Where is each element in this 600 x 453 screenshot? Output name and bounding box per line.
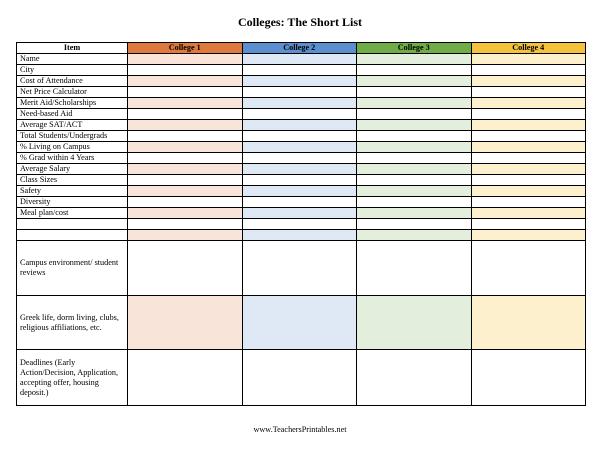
college-3-cell[interactable]: [357, 142, 472, 153]
college-1-cell[interactable]: [128, 350, 243, 406]
college-4-cell[interactable]: [471, 208, 586, 219]
table-row-tall: [17, 296, 586, 350]
college-2-cell[interactable]: [242, 142, 357, 153]
college-1-cell[interactable]: [128, 241, 243, 296]
college-3-cell[interactable]: [357, 350, 472, 406]
row-label: Need-based Aid: [17, 109, 128, 120]
college-comparison-table: [16, 42, 586, 406]
college-1-cell[interactable]: [128, 153, 243, 164]
college-1-cell[interactable]: [128, 175, 243, 186]
row-label: Campus environment/ student reviews: [17, 241, 128, 296]
college-1-cell[interactable]: [128, 208, 243, 219]
table-row: [17, 164, 586, 175]
table-row: [17, 219, 586, 230]
college-4-cell[interactable]: [471, 175, 586, 186]
table-row: [17, 54, 586, 65]
row-label: Safety: [17, 186, 128, 197]
row-label: % Living on Campus: [17, 142, 128, 153]
table-row: [17, 98, 586, 109]
table-row: [17, 208, 586, 219]
college-1-cell[interactable]: [128, 186, 243, 197]
college-2-cell[interactable]: [242, 230, 357, 241]
college-3-cell[interactable]: [357, 197, 472, 208]
header-college-1: College 1: [128, 43, 243, 54]
college-3-cell[interactable]: [357, 120, 472, 131]
college-2-cell[interactable]: [242, 65, 357, 76]
college-4-cell[interactable]: [471, 131, 586, 142]
row-label: Cost of Attendance: [17, 76, 128, 87]
college-3-cell[interactable]: [357, 296, 472, 350]
college-1-cell[interactable]: [128, 230, 243, 241]
college-4-cell[interactable]: [471, 153, 586, 164]
header-college-4: College 4: [471, 43, 586, 54]
college-3-cell[interactable]: [357, 186, 472, 197]
page-title: Colleges: The Short List: [237, 15, 363, 29]
college-3-cell[interactable]: [357, 230, 472, 241]
college-2-cell[interactable]: [242, 164, 357, 175]
table-row: [17, 76, 586, 87]
college-1-cell[interactable]: [128, 109, 243, 120]
college-4-cell[interactable]: [471, 87, 586, 98]
college-4-cell[interactable]: [471, 230, 586, 241]
college-3-cell[interactable]: [357, 131, 472, 142]
college-2-cell[interactable]: [242, 153, 357, 164]
college-1-cell[interactable]: [128, 164, 243, 175]
college-3-cell[interactable]: [357, 76, 472, 87]
row-label: Diversity: [17, 197, 128, 208]
footer-website: www.TeachersPrintables.net: [253, 425, 347, 434]
table-row-tall: [17, 350, 586, 406]
college-2-cell[interactable]: [242, 350, 357, 406]
college-1-cell[interactable]: [128, 142, 243, 153]
table-row: [17, 230, 586, 241]
college-4-cell[interactable]: [471, 98, 586, 109]
row-label: % Grad within 4 Years: [17, 153, 128, 164]
row-label: Merit Aid/Scholarships: [17, 98, 128, 109]
college-4-cell[interactable]: [471, 65, 586, 76]
college-2-cell[interactable]: [242, 120, 357, 131]
table-row: [17, 142, 586, 153]
row-label: Average SAT/ACT: [17, 120, 128, 131]
college-1-cell[interactable]: [128, 87, 243, 98]
row-label: Greek life, dorm living, clubs, religious affiliations, etc.: [17, 296, 128, 350]
table-row-tall: [17, 241, 586, 296]
table-row: [17, 186, 586, 197]
college-3-cell[interactable]: [357, 98, 472, 109]
college-4-cell[interactable]: [471, 142, 586, 153]
college-1-cell[interactable]: [128, 65, 243, 76]
row-label: City: [17, 65, 128, 76]
row-label: Name: [17, 54, 128, 65]
college-4-cell[interactable]: [471, 54, 586, 65]
row-label: Deadlines (Early Action/Decision, Application, accepting offer, housing deposit.): [17, 350, 128, 406]
college-4-cell[interactable]: [471, 350, 586, 406]
college-4-cell[interactable]: [471, 296, 586, 350]
college-3-cell[interactable]: [357, 87, 472, 98]
header-item: Item: [17, 43, 128, 54]
college-3-cell[interactable]: [357, 65, 472, 76]
college-3-cell[interactable]: [357, 164, 472, 175]
college-3-cell[interactable]: [357, 109, 472, 120]
row-label: Net Price Calculator: [17, 87, 128, 98]
college-3-cell[interactable]: [357, 153, 472, 164]
college-2-cell[interactable]: [242, 296, 357, 350]
college-2-cell[interactable]: [242, 175, 357, 186]
college-4-cell[interactable]: [471, 120, 586, 131]
table-row: [17, 120, 586, 131]
row-label: [17, 230, 128, 241]
college-4-cell[interactable]: [471, 197, 586, 208]
row-label: Average Salary: [17, 164, 128, 175]
college-4-cell[interactable]: [471, 164, 586, 175]
college-4-cell[interactable]: [471, 219, 586, 230]
row-label: [17, 219, 128, 230]
row-label: Meal plan/cost: [17, 208, 128, 219]
college-4-cell[interactable]: [471, 109, 586, 120]
row-label: Class Sizes: [17, 175, 128, 186]
college-3-cell[interactable]: [357, 241, 472, 296]
college-1-cell[interactable]: [128, 98, 243, 109]
college-2-cell[interactable]: [242, 197, 357, 208]
table-row: [17, 65, 586, 76]
row-label: Total Students/Undergrads: [17, 131, 128, 142]
college-2-cell[interactable]: [242, 131, 357, 142]
header-college-2: College 2: [242, 43, 357, 54]
table-row: [17, 153, 586, 164]
table-row: [17, 131, 586, 142]
college-1-cell[interactable]: [128, 219, 243, 230]
college-2-cell[interactable]: [242, 208, 357, 219]
college-3-cell[interactable]: [357, 175, 472, 186]
college-1-cell[interactable]: [128, 120, 243, 131]
header-row: [17, 43, 586, 54]
table-row: [17, 109, 586, 120]
college-2-cell[interactable]: [242, 186, 357, 197]
college-1-cell[interactable]: [128, 296, 243, 350]
college-3-cell[interactable]: [357, 208, 472, 219]
college-2-cell[interactable]: [242, 87, 357, 98]
header-college-3: College 3: [357, 43, 472, 54]
college-1-cell[interactable]: [128, 131, 243, 142]
college-2-cell[interactable]: [242, 219, 357, 230]
college-2-cell[interactable]: [242, 109, 357, 120]
college-3-cell[interactable]: [357, 219, 472, 230]
college-4-cell[interactable]: [471, 241, 586, 296]
college-3-cell[interactable]: [357, 54, 472, 65]
college-1-cell[interactable]: [128, 197, 243, 208]
college-2-cell[interactable]: [242, 98, 357, 109]
college-1-cell[interactable]: [128, 76, 243, 87]
college-2-cell[interactable]: [242, 76, 357, 87]
college-2-cell[interactable]: [242, 241, 357, 296]
college-4-cell[interactable]: [471, 186, 586, 197]
table-row: [17, 175, 586, 186]
table-row: [17, 197, 586, 208]
table-row: [17, 87, 586, 98]
college-4-cell[interactable]: [471, 76, 586, 87]
college-2-cell[interactable]: [242, 54, 357, 65]
college-1-cell[interactable]: [128, 54, 243, 65]
